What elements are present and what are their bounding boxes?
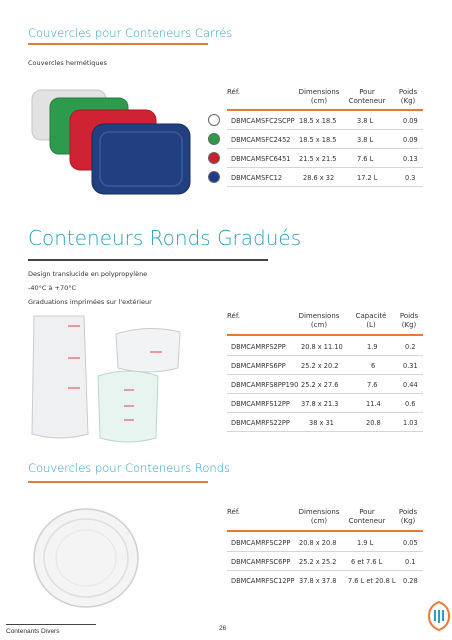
section-underline — [28, 43, 208, 45]
color-dot-green — [208, 133, 220, 145]
square-lids-table — [227, 86, 423, 196]
table-row: DBMCAMRFS8PP190 25.2 x 27.6 7.6 0.44 — [227, 375, 423, 394]
table-row: DBMCAMSFC6451 21.5 x 21.5 7.6 L 0.13 — [227, 149, 423, 168]
table-row: DBMCAMRFS22PP 38 x 31 20.8 1.03 — [227, 413, 423, 432]
header-dimensions: Dimensions (cm) — [298, 88, 340, 105]
header-capacite: Capacité (L) — [355, 312, 387, 329]
section-title-round-containers: Conteneurs Ronds Gradués — [28, 226, 302, 250]
header-underline — [227, 334, 423, 336]
header-pour: Pour Conteneur — [348, 508, 386, 525]
table-row: DBMCAMRFSC2PP 20.8 x 20.8 1.9 L 0.05 — [227, 533, 423, 552]
section-subtitle: Couvercles hermétiques — [28, 59, 107, 67]
description-line: Design translucide en polypropylène — [28, 270, 148, 278]
square-lids-image — [26, 86, 196, 198]
description-line: Graduations imprimées sur l'extérieur — [28, 298, 152, 306]
header-poids: Poids (Kg) — [398, 88, 418, 105]
table-row: DBMCAMSFC2SCPP 18.5 x 18.5 3.8 L 0.09 — [227, 111, 423, 130]
brand-logo-icon — [428, 601, 450, 631]
footer-rule — [6, 624, 96, 625]
table-row: DBMCAMRFSC12PP 37.8 x 37.8 7.6 L et 20.8 L 0.28 — [231, 577, 418, 585]
footer-section-name: Contenants Divers — [6, 628, 60, 635]
description-line: -40°C à +70°C — [28, 284, 77, 292]
header-pour: Pour Conteneur — [348, 88, 386, 105]
table-row: DBMCAMRFS12PP 37.8 x 21.3 11.4 0.6 — [227, 394, 423, 413]
page-number: 26 — [219, 625, 227, 632]
table-row: DBMCAMRFS2PP 20.8 x 11.10 1.9 0.2 — [227, 337, 423, 356]
round-lids-table — [227, 506, 423, 586]
color-dot-white — [208, 114, 220, 126]
section-title-round-lids: Couvercles pour Conteneurs Ronds — [28, 461, 231, 475]
section-title-square-lids: Couvercles pour Conteneurs Carrés — [28, 26, 233, 40]
header-ref: Réf. — [227, 88, 241, 96]
table-row: DBMCAMRFS6PP 25.2 x 20.2 6 0.31 — [227, 356, 423, 375]
round-containers-table — [227, 310, 423, 436]
header-poids: Poids (Kg) — [399, 312, 419, 329]
color-dot-red — [208, 152, 220, 164]
header-ref: Réf. — [227, 312, 241, 320]
color-dot-blue — [208, 171, 220, 183]
header-underline — [227, 530, 423, 532]
table-row: DBMCAMSFC12 28.6 x 32 17.2 L 0.3 — [227, 168, 423, 187]
section-underline — [28, 259, 268, 261]
header-ref: Réf. — [227, 508, 241, 516]
header-dimensions: Dimensions (cm) — [298, 312, 340, 329]
section-underline — [28, 481, 208, 483]
round-containers-image — [28, 310, 200, 448]
table-row: DBMCAMSFC2452 18.5 x 18.5 3.8 L 0.09 — [227, 130, 423, 149]
header-poids: Poids (Kg) — [398, 508, 418, 525]
round-lid-image — [30, 506, 142, 610]
table-row: DBMCAMRFSC6PP 25.2 x 25.2 6 et 7.6 L 0.1 — [227, 552, 423, 571]
header-dimensions: Dimensions (cm) — [298, 508, 340, 525]
